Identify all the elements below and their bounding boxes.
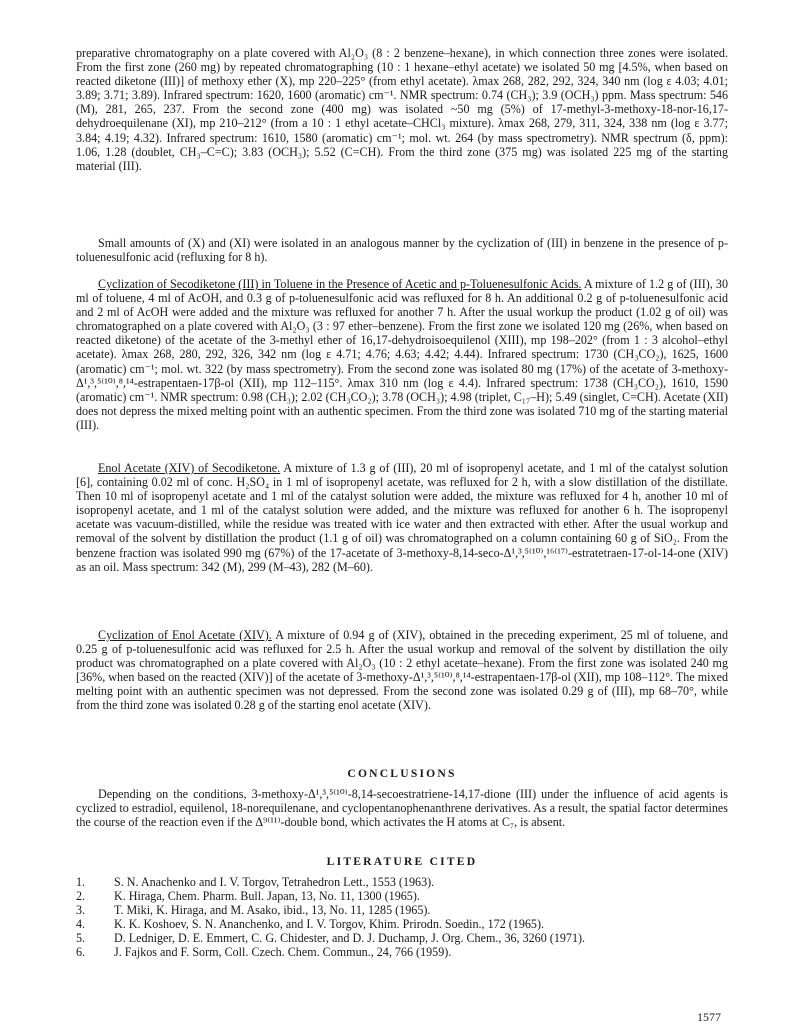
section-title-enol-acetate: Enol Acetate (XIV) of Secodiketone. bbox=[98, 461, 281, 475]
paragraph-conclusions: Depending on the conditions, 3-methoxy-Δ¹,³,⁵⁽¹⁰⁾-8,14-secoestratriene-14,17-dione (III) under the influence of acid agents is cyclized to estradiol, equilenol, 18-norequilenane, and cyclopentanophenanthrene derivatives. As a result, the spatial factor determines the course of the reaction even if the Δ⁹⁽¹¹⁾-double bond, which activates the H atoms at C₇, is absent. bbox=[76, 787, 728, 830]
reference-item bbox=[76, 945, 728, 959]
reference-number: 2. bbox=[76, 889, 86, 904]
reference-number: 5. bbox=[76, 931, 86, 946]
literature-cited-heading: LITERATURE CITED bbox=[326, 855, 478, 868]
reference-item bbox=[76, 889, 728, 903]
reference-text: T. Miki, K. Hiraga, and M. Asako, ibid., 13, No. 11, 1285 (1965). bbox=[114, 903, 431, 918]
paragraph-analogous-cyclization: Small amounts of (X) and (XI) were isolated in an analogous manner by the cyclization of (III) in benzene in the presence of p-toluenesulfonic acid (refluxing for 8 h). bbox=[76, 236, 728, 265]
reference-text: D. Ledniger, D. E. Emmert, C. G. Chidester, and D. J. Duchamp, J. Org. Chem., 36, 3260 (1971). bbox=[114, 931, 586, 946]
page-number: 1577 bbox=[697, 1010, 721, 1024]
reference-item bbox=[76, 875, 728, 889]
reference-text: K. K. Koshoev, S. N. Ananchenko, and I. V. Torgov, Khim. Prirodn. Soedin., 172 (1965). bbox=[114, 917, 545, 932]
section-body-toluene-cyclization: A mixture of 1.2 g of (III), 30 ml of toluene, 4 ml of AcOH, and 0.3 g of p-toluenesulfonic acid was refluxed for 8 h. An additional 0.2 g of p-toluenesulfonic acid and 2 ml of AcOH were added and the mixture was refluxed for another 7 h. After the usual workup the product (1.02 g of oil) was chromatographed on a plate covered with Al₂O₃ (3 : 97 ether–benzene). From the first zone we isolated 120 mg (26%, when based on reacted diketone) of the acetate of the 3-methyl ether of 16,17-dehydroisoequilenol (XIII), mp 198–202° (from 1 : 3 alcohol–ethyl acetate). λmax 268, 280, 292, 326, 342 nm (log ε 4.71; 4.76; 4.63; 4.42; 4.44). Infrared spectrum: 1730 (CH₃CO₂), 1625, 1600 (aromatic) cm⁻¹; mol. wt. 322 (by mass spectrometry). From the second zone was isolated 80 mg (17%) of the acetate of 3-methoxy-Δ¹,³,⁵⁽¹⁰⁾,⁸,¹⁴-estrapentaen-17β-ol (XII), mp 112–115°. λmax 310 nm (log ε 4.4). Infrared spectrum: 1738 (CH₃CO₂), 1610, 1590 (aromatic) cm⁻¹. NMR spectrum: 0.98 (CH₃); 2.02 (CH₃CO₂); 3.78 (OCH₃); 4.98 (triplet, C₁₇–H); 5.49 (singlet, C=CH). Acetate (XII) does not depress the mixed melting point with an authentic specimen. From the third zone was isolated 710 mg of the starting material (III). bbox=[76, 277, 729, 432]
reference-text: J. Fajkos and F. Sorm, Coll. Czech. Chem. Commun., 24, 766 (1959). bbox=[114, 945, 452, 960]
reference-number: 1. bbox=[76, 875, 86, 889]
reference-number: 4. bbox=[76, 917, 86, 932]
section-body-enol-acetate-cyclization: A mixture of 0.94 g of (XIV), obtained in the preceding experiment, 25 ml of toluene, and 0.25 g of p-toluenesulfonic acid was refluxed for 2.5 h. After the usual workup and removal of the solvent by distillation the oily product was chromatographed on a plate covered with Al₂O₃ (10 : 2 ethyl acetate–hexane). From the first zone was isolated 240 mg [36%, when based on the reacted (XIV)] of the acetate of 3-methoxy-Δ¹,³,⁵⁽¹⁰⁾,⁸,¹⁴-estrapentaen-17β-ol (XII), mp 108–112°. The mixed melting point with an authentic specimen was not depressed. From the second zone was isolated 0.29 g of (III), mp 68–70°, while from the third zone was isolated 0.28 g of the starting enol acetate (XIV). bbox=[76, 628, 729, 713]
paragraph-chromatography: preparative chromatography on a plate covered with Al₂O₃ (8 : 2 benzene–hexane), in which connection three zones were isolated. From the first zone (260 mg) by repeated chromatographing (10 : 1 hexane–ethyl acetate) we isolated 50 mg [4.5%, when based on reacted diketone (III)] of methoxy ether (X), mp 220–225° (from ethyl acetate). λmax 268, 282, 292, 324, 340 nm (log ε 4.03; 4.01; 3.89; 3.71; 3.89). Infrared spectrum: 1620, 1600 (aromatic) cm⁻¹. NMR spectrum: 0.74 (CH₃); 3.9 (OCH₃) ppm. Mass spectrum: 546 (M), 281, 265, 237. From the second zone (400 mg) was isolated ~50 mg (5%) of 17-methyl-3-methoxy-18-nor-16,17-dehydroequilenane (XI), mp 210–212° (from a 10 : 1 ethyl acetate–CHCl₃ mixture). λmax 268, 279, 311, 324, 338 nm (log ε 3.77; 3.84; 4.19; 4.32). Infrared spectrum: 1610, 1580 (aromatic) cm⁻¹; mol. wt. 264 (by mass spectrometry). NMR spectrum (δ, ppm): 1.06, 1.28 (doublet, CH₃–C=C); 3.83 (OCH₃); 5.52 (C=CH). From the third zone (375 mg) was isolated 225 mg of the starting material (III). bbox=[76, 46, 728, 173]
reference-item bbox=[76, 903, 728, 917]
paragraph-enol-acetate-cyclization bbox=[76, 628, 728, 713]
conclusions-heading: CONCLUSIONS bbox=[347, 767, 457, 780]
paragraph-enol-acetate bbox=[76, 461, 728, 574]
section-title-enol-acetate-cyclization: Cyclization of Enol Acetate (XIV). bbox=[98, 628, 272, 642]
reference-item bbox=[76, 931, 728, 945]
reference-text: K. Hiraga, Chem. Pharm. Bull. Japan, 13, No. 11, 1300 (1965). bbox=[114, 889, 420, 904]
section-body-enol-acetate: A mixture of 1.3 g of (III), 20 ml of isopropenyl acetate, and 1 ml of the catalyst solution [6], containing 0.02 ml of conc. H₂SO₄ in 1 ml of isopropenyl acetate, was refluxed for 2 h, with a slow distillation of the distillate. Then 10 ml of isopropenyl acetate and 1 ml of the catalyst solution were added, the mixture was refluxed for 4 h, another 10 ml of isopropenyl acetate, and 1 ml of the catalyst solution were added, and the mixture was refluxed for another 6 h. The isopropenyl acetate was vacuum-distilled, while the residue was treated with ice water and then extracted with ether. After the usual workup and removal of the solvent by distillation the product (1.1 g of oil) was chromatographed on a column containing 60 g of SiO₂. From the benzene fraction was isolated 990 mg (67%) of the 17-acetate of 3-methoxy-8,14-seco-Δ¹,³,⁵⁽¹⁰⁾,¹⁶⁽¹⁷⁾-estratetraen-17-ol-14-one (XIV) as an oil. Mass spectrum: 342 (M), 299 (M–43), 282 (M–60). bbox=[76, 461, 728, 574]
reference-number: 3. bbox=[76, 903, 86, 918]
paragraph-toluene-cyclization bbox=[76, 277, 728, 432]
section-title-toluene-cyclization: Cyclization of Secodiketone (III) in Toluene in the Presence of Acetic and p-Toluenesulfonic Acids. bbox=[98, 277, 582, 291]
reference-text: S. N. Anachenko and I. V. Torgov, Tetrahedron Lett., 1553 (1963). bbox=[114, 875, 435, 889]
reference-item bbox=[76, 917, 728, 931]
reference-number: 6. bbox=[76, 945, 86, 960]
reference-list bbox=[76, 875, 728, 960]
